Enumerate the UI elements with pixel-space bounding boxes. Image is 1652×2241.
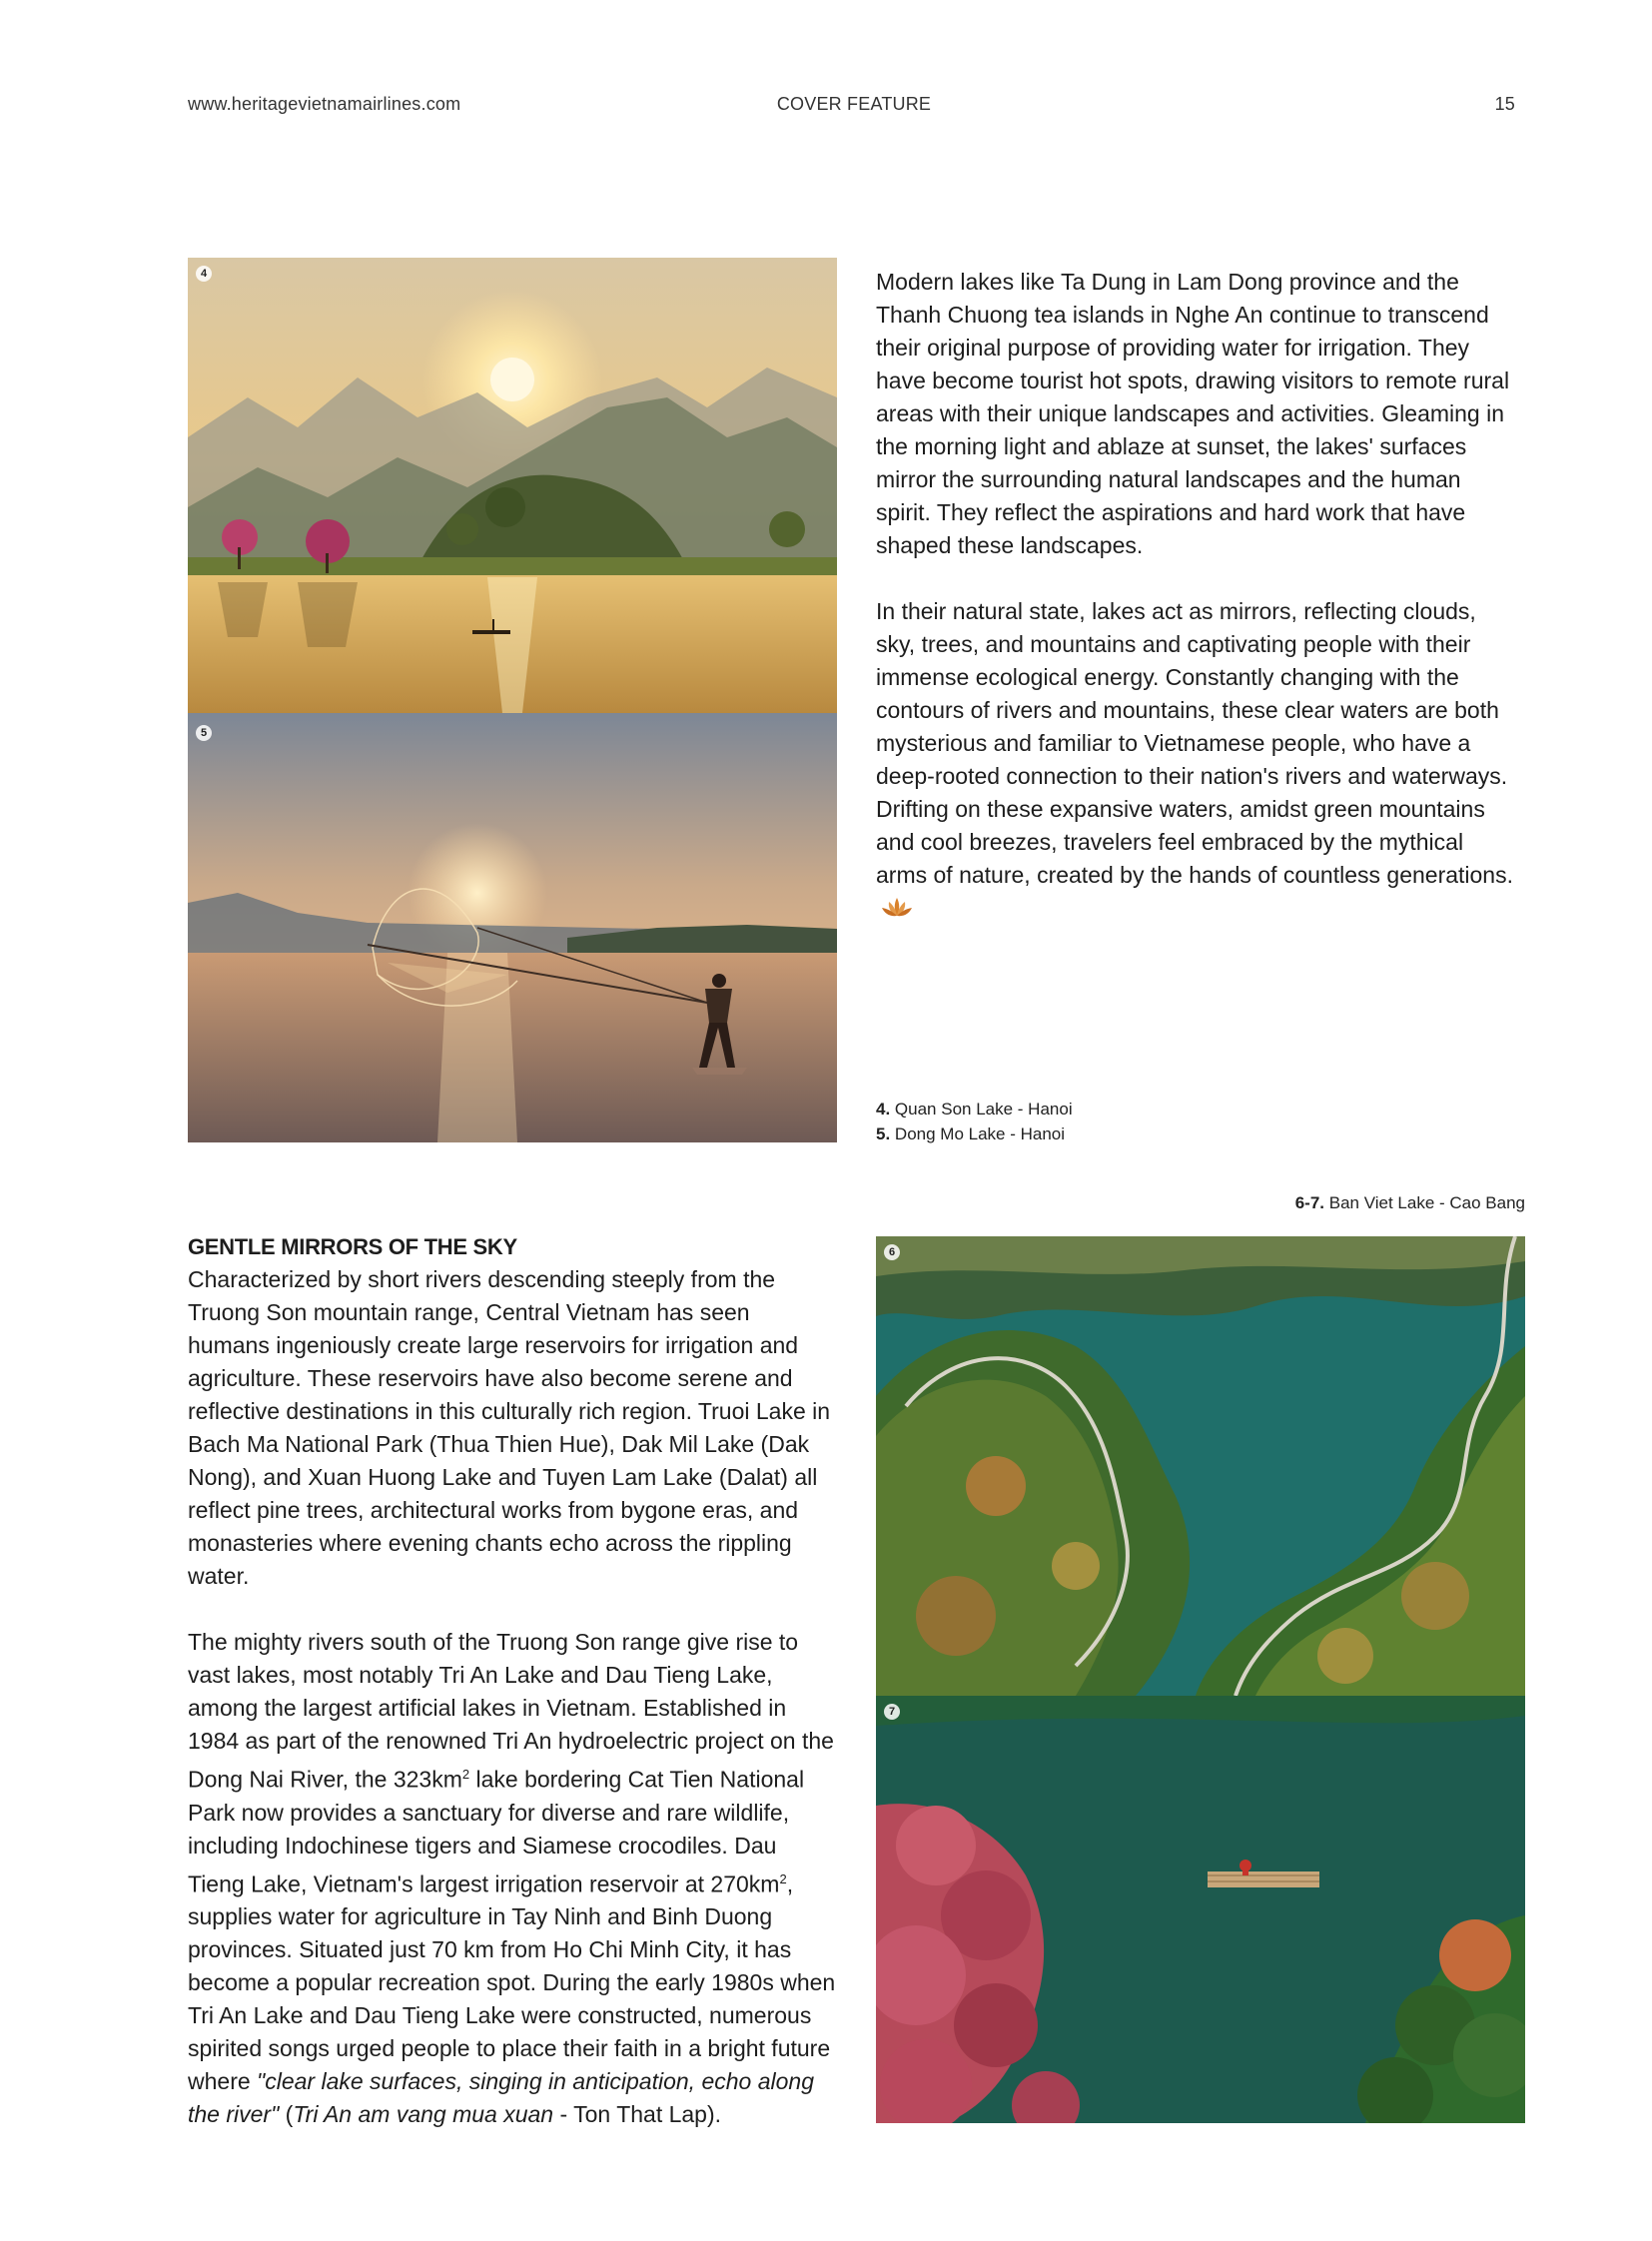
left-column-text: [188, 1230, 837, 2131]
paragraph-central-vietnam: Characterized by short rivers descending steeply from the Truong Son mountain range, Central Vietnam has seen humans ingeniously create large reservoirs for irrigation and agriculture. These reservoirs have also become serene and reflective destinations in this culturally rich region. Truoi Lake in Bach Ma National Park (Thua Thien Hue), Dak Mil Lake (Dak Nong), and Xuan Huong Lake and Tuyen Lam Lake (Dalat) all reflect pine trees, architectural works from bygone eras, and monasteries where evening chants echo across the rippling water.: [188, 1266, 831, 1589]
lotus-end-mark-icon: [880, 894, 914, 927]
caption-text: Ban Viet Lake - Cao Bang: [1328, 1193, 1525, 1212]
caption-number: 6-7.: [1294, 1193, 1324, 1212]
caption-photo-6-7: [1295, 1190, 1525, 1215]
superscript: 2: [779, 1870, 787, 1886]
paragraph-modern-lakes: Modern lakes like Ta Dung in Lam Dong province and the Thanh Chuong tea islands in Nghe An continue to transcend their original purpose of providing water for irrigation. They have become tourist hot spots, drawing visitors to remote rural areas with their unique landscapes and activities. Gleaming in the morning light and ablaze at sunset, the lakes' surfaces mirror the surrounding natural landscapes and the human spirit. They reflect the aspirations and hard work that have shaped these landscapes.: [876, 269, 1510, 558]
section-heading: GENTLE MIRRORS OF THE SKY: [188, 1234, 517, 1259]
caption-photo-5: [876, 1121, 1065, 1146]
song-quote: "clear lake surfaces, singing in anticipation, echo along the river": [188, 2068, 814, 2128]
page-number: 15: [1494, 94, 1515, 114]
photo-number-6: 6: [884, 1244, 900, 1260]
photo-number-4: 4: [196, 266, 212, 282]
photo-quan-son-lake: [188, 258, 837, 713]
section-label: COVER FEATURE: [776, 94, 932, 114]
text-run: (: [279, 2101, 294, 2128]
caption-photo-4: [876, 1097, 1073, 1121]
superscript: 2: [461, 1767, 470, 1782]
website-url: www.heritagevietnamairlines.com: [188, 94, 461, 114]
paragraph-southern-lakes: [188, 1626, 837, 2131]
text-run: The mighty rivers south of the Truong Son range give rise to vast lakes, most notably Tri An Lake and Dau Tieng Lake, among the largest artificial lakes in Vietnam. Established in 1984 as part of the renowned Tri An hydroelectric project on the Dong Nai River, the 323km: [188, 1629, 834, 1793]
caption-number: 4.: [876, 1100, 891, 1119]
text-run: - Ton That Lap).: [553, 2101, 722, 2128]
text-run: , supplies water for agriculture in Tay Ninh and Binh Duong provinces. Situated just 70 km from Ho Chi Minh City, it has become a popular recreation spot. During the early 1980s when Tri An Lake and Dau Tieng Lake were constructed, numerous spirited songs urged people to place their faith in a bright future where: [188, 1870, 836, 2095]
song-title: Tri An am vang mua xuan: [293, 2101, 554, 2128]
caption-text: Dong Mo Lake - Hanoi: [894, 1124, 1066, 1143]
photo-dong-mo-lake: [188, 713, 837, 1142]
photo-number-7: 7: [884, 1704, 900, 1720]
photo-number-5: 5: [196, 725, 212, 741]
paragraph-natural-state-text: In their natural state, lakes act as mirrors, reflecting clouds, sky, trees, and mountains and captivating people with their immense ecological energy. Constantly changing with the contours of rivers and mountains, these clear waters are both mysterious and familiar to Vietnamese people, who have a deep-rooted connection to their nation's rivers and waterways. Drifting on these expansive waters, amidst green mountains and cool breezes, travelers feel embraced by the mythical arms of nature, created by the hands of countless generations.: [876, 598, 1513, 888]
paragraph-natural-state: [876, 595, 1515, 927]
photo-ban-viet-lake-raft: [876, 1696, 1525, 2123]
photo-ban-viet-lake-aerial: [876, 1236, 1525, 1696]
caption-text: Quan Son Lake - Hanoi: [894, 1100, 1073, 1119]
right-column-text: [876, 266, 1515, 927]
caption-number: 5.: [876, 1124, 891, 1143]
text-run: lake bordering Cat Tien National Park now provides a sanctuary for diverse and rare wildlife, including Indochinese tigers and Siamese crocodiles. Dau Tieng Lake, Vietnam's largest irrigation reservoir at 270km: [188, 1766, 805, 1897]
